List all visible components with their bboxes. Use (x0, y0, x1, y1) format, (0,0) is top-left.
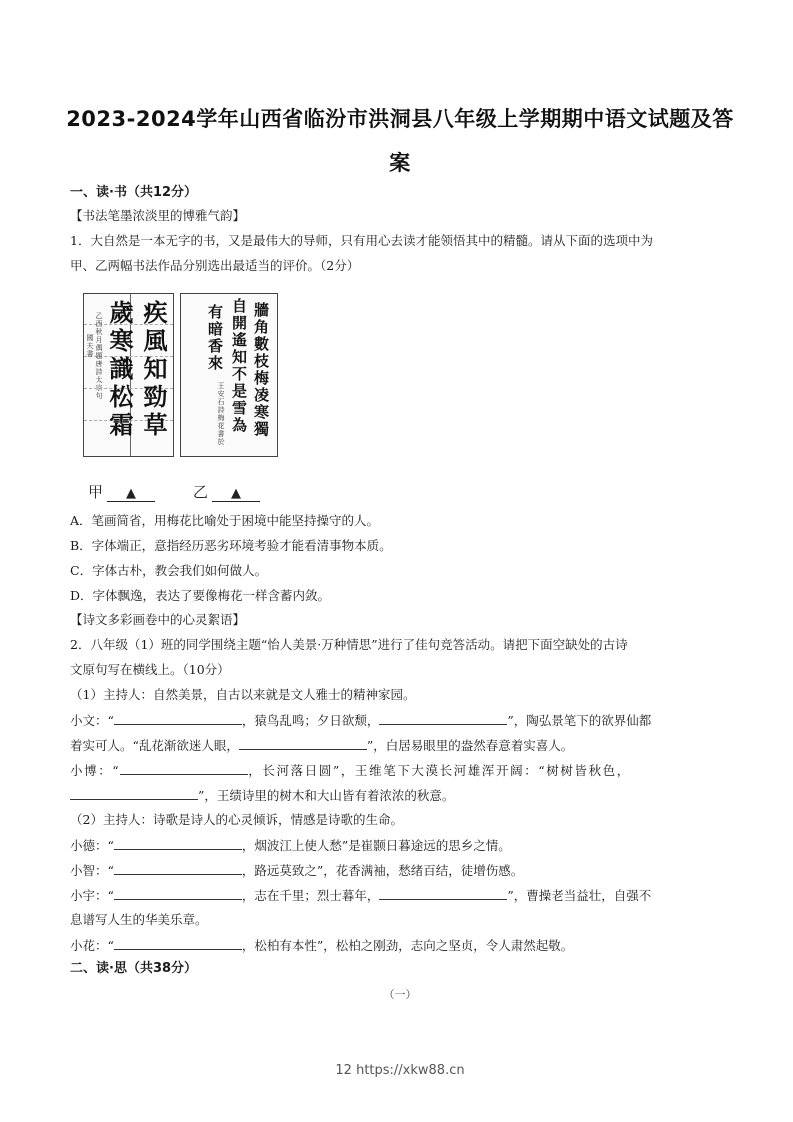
poem-text: ，长河落日圆”，王维笔下大漠长河雄浑开阔：“树树皆秋色， (248, 763, 631, 778)
speaker-text: 小博：“ (70, 763, 121, 778)
answer-blank[interactable] (120, 762, 248, 775)
poem-text: ，烟波江上使人愁”是崔颢日暮途远的思乡之情。 (241, 838, 511, 853)
speaker-text: 小智：“ (70, 863, 114, 878)
calligraphy-column: 有暗香來 (206, 304, 224, 372)
part-label: （一） (383, 988, 417, 1001)
xiaowen-line1 (70, 712, 730, 729)
poem-text: ”，曹操老当益壮，自强不 (507, 888, 652, 903)
calligraphy-column: 牆角數枝梅凌寒獨 (252, 302, 270, 438)
part2-intro: （2）主持人：诗歌是诗人的心灵倾诉，情感是诗歌的生命。 (70, 812, 403, 827)
xiaobo-line2 (70, 787, 730, 804)
speaker-text: 小德：“ (70, 838, 114, 853)
subheading-poetry: 【诗文多彩画卷中的心灵絮语】 (70, 612, 246, 627)
xiaozhi-line (70, 862, 730, 879)
poem-text: ，松柏有本性”，松柏之刚劲，志向之坚贞，令人肃然起敬。 (241, 938, 574, 953)
speaker-text: 小花：“ (70, 938, 114, 953)
subheading-calligraphy: 【书法笔墨浓淡里的博雅气韵】 (70, 208, 246, 223)
poem-text: ，志在千里；烈士暮年， (241, 888, 380, 903)
poem-text: ”，白居易眼里的盎然春意着实喜人。 (366, 738, 574, 753)
poem-text: 着实可人。“乱花渐欲迷人眼， (70, 738, 239, 753)
poem-text: ”，王绩诗里的树木和大山皆有着浓浓的秋意。 (198, 788, 455, 803)
question-2-line1: 2．八年级（1）班的同学围绕主题“怡人美景·万种情思”进行了佳句竞答活动。请把下面空缺处的古诗 (70, 637, 628, 652)
option-b: B．字体端正，意指经历恶劣环境考验才能看清事物本质。 (70, 538, 392, 553)
poem-text: ，路远莫致之”，花香满袖，愁绪百结，徒增伤感。 (241, 863, 524, 878)
option-a: A．笔画简省，用梅花比喻处于困境中能坚持操守的人。 (70, 513, 380, 528)
answer-blank[interactable] (114, 937, 242, 950)
calligraphy-inscription: 乙酉秋月偶題唐詩太宗句 (95, 312, 103, 400)
section-heading-1: 一、读·书（共12分） (70, 185, 198, 200)
question-1-line1: 1．大自然是一本无字的书，又是最伟大的导师，只有用心去读才能领悟其中的精髓。请从下面的选项中为 (70, 233, 653, 248)
answer-blank[interactable] (379, 887, 507, 900)
calligraphy-jia-image (83, 293, 174, 457)
part1-intro: （1）主持人：自然美景，自古以来就是文人雅士的精神家园。 (70, 687, 416, 702)
label-jia-text: 甲 (88, 483, 104, 501)
answer-blank[interactable] (379, 712, 507, 725)
calligraphy-inscription: 國夫書 (86, 334, 94, 358)
question-1-line2: 甲、乙两幅书法作品分别选出最适当的评价。（2分） (70, 258, 360, 273)
question-2-line2: 文原句写在横线上。（10分） (70, 662, 230, 677)
calligraphy-inscription: 王安石詩梅花書於 (217, 382, 225, 446)
answer-blank[interactable] (239, 737, 367, 750)
answer-blank[interactable] (70, 787, 198, 800)
xiaoyu-line1 (70, 887, 730, 904)
label-yi-text: 乙 (193, 483, 209, 501)
page-title-line2: 案 (389, 151, 411, 175)
answer-blank[interactable] (114, 887, 242, 900)
poem-text: ”，陶弘景笔下的欲界仙都 (507, 713, 652, 728)
calligraphy-column: 自開遙知不是雪為 (230, 298, 248, 434)
section-heading-2: 二、读·思（共38分） (70, 961, 198, 976)
xiaode-line (70, 837, 730, 854)
answer-blank[interactable] (114, 837, 242, 850)
speaker-text: 小宇：“ (70, 888, 114, 903)
label-jia (88, 481, 155, 502)
xiaowen-line2 (70, 737, 730, 754)
poem-text: ，猿鸟乱鸣；夕日欲颓， (241, 713, 380, 728)
answer-blank[interactable] (114, 862, 242, 875)
page-footer: 12 https://xkw88.cn (335, 1063, 465, 1078)
calligraphy-column: 疾風知勁草 (139, 300, 168, 440)
calligraphy-yi-image (180, 293, 278, 457)
speaker-text: 小文：“ (70, 713, 114, 728)
xiaobo-line1 (70, 762, 730, 779)
option-c: C．字体古朴，教会我们如何做人。 (70, 563, 268, 578)
answer-blank[interactable] (114, 712, 242, 725)
calligraphy-column: 歲寒識松霜 (105, 300, 134, 440)
page-title-line1: 2023-2024学年山西省临汾市洪洞县八年级上学期期中语文试题及答 (66, 107, 734, 131)
answer-blank-yi: ▲ (212, 486, 260, 502)
xiaohua-line (70, 937, 730, 954)
answer-blank-jia: ▲ (107, 486, 155, 502)
label-yi (193, 481, 260, 502)
xiaoyu-line2: 息谱写人生的华美乐章。 (70, 912, 208, 927)
option-d: D．字体飘逸，表达了要像梅花一样含蓄内敛。 (70, 588, 331, 603)
